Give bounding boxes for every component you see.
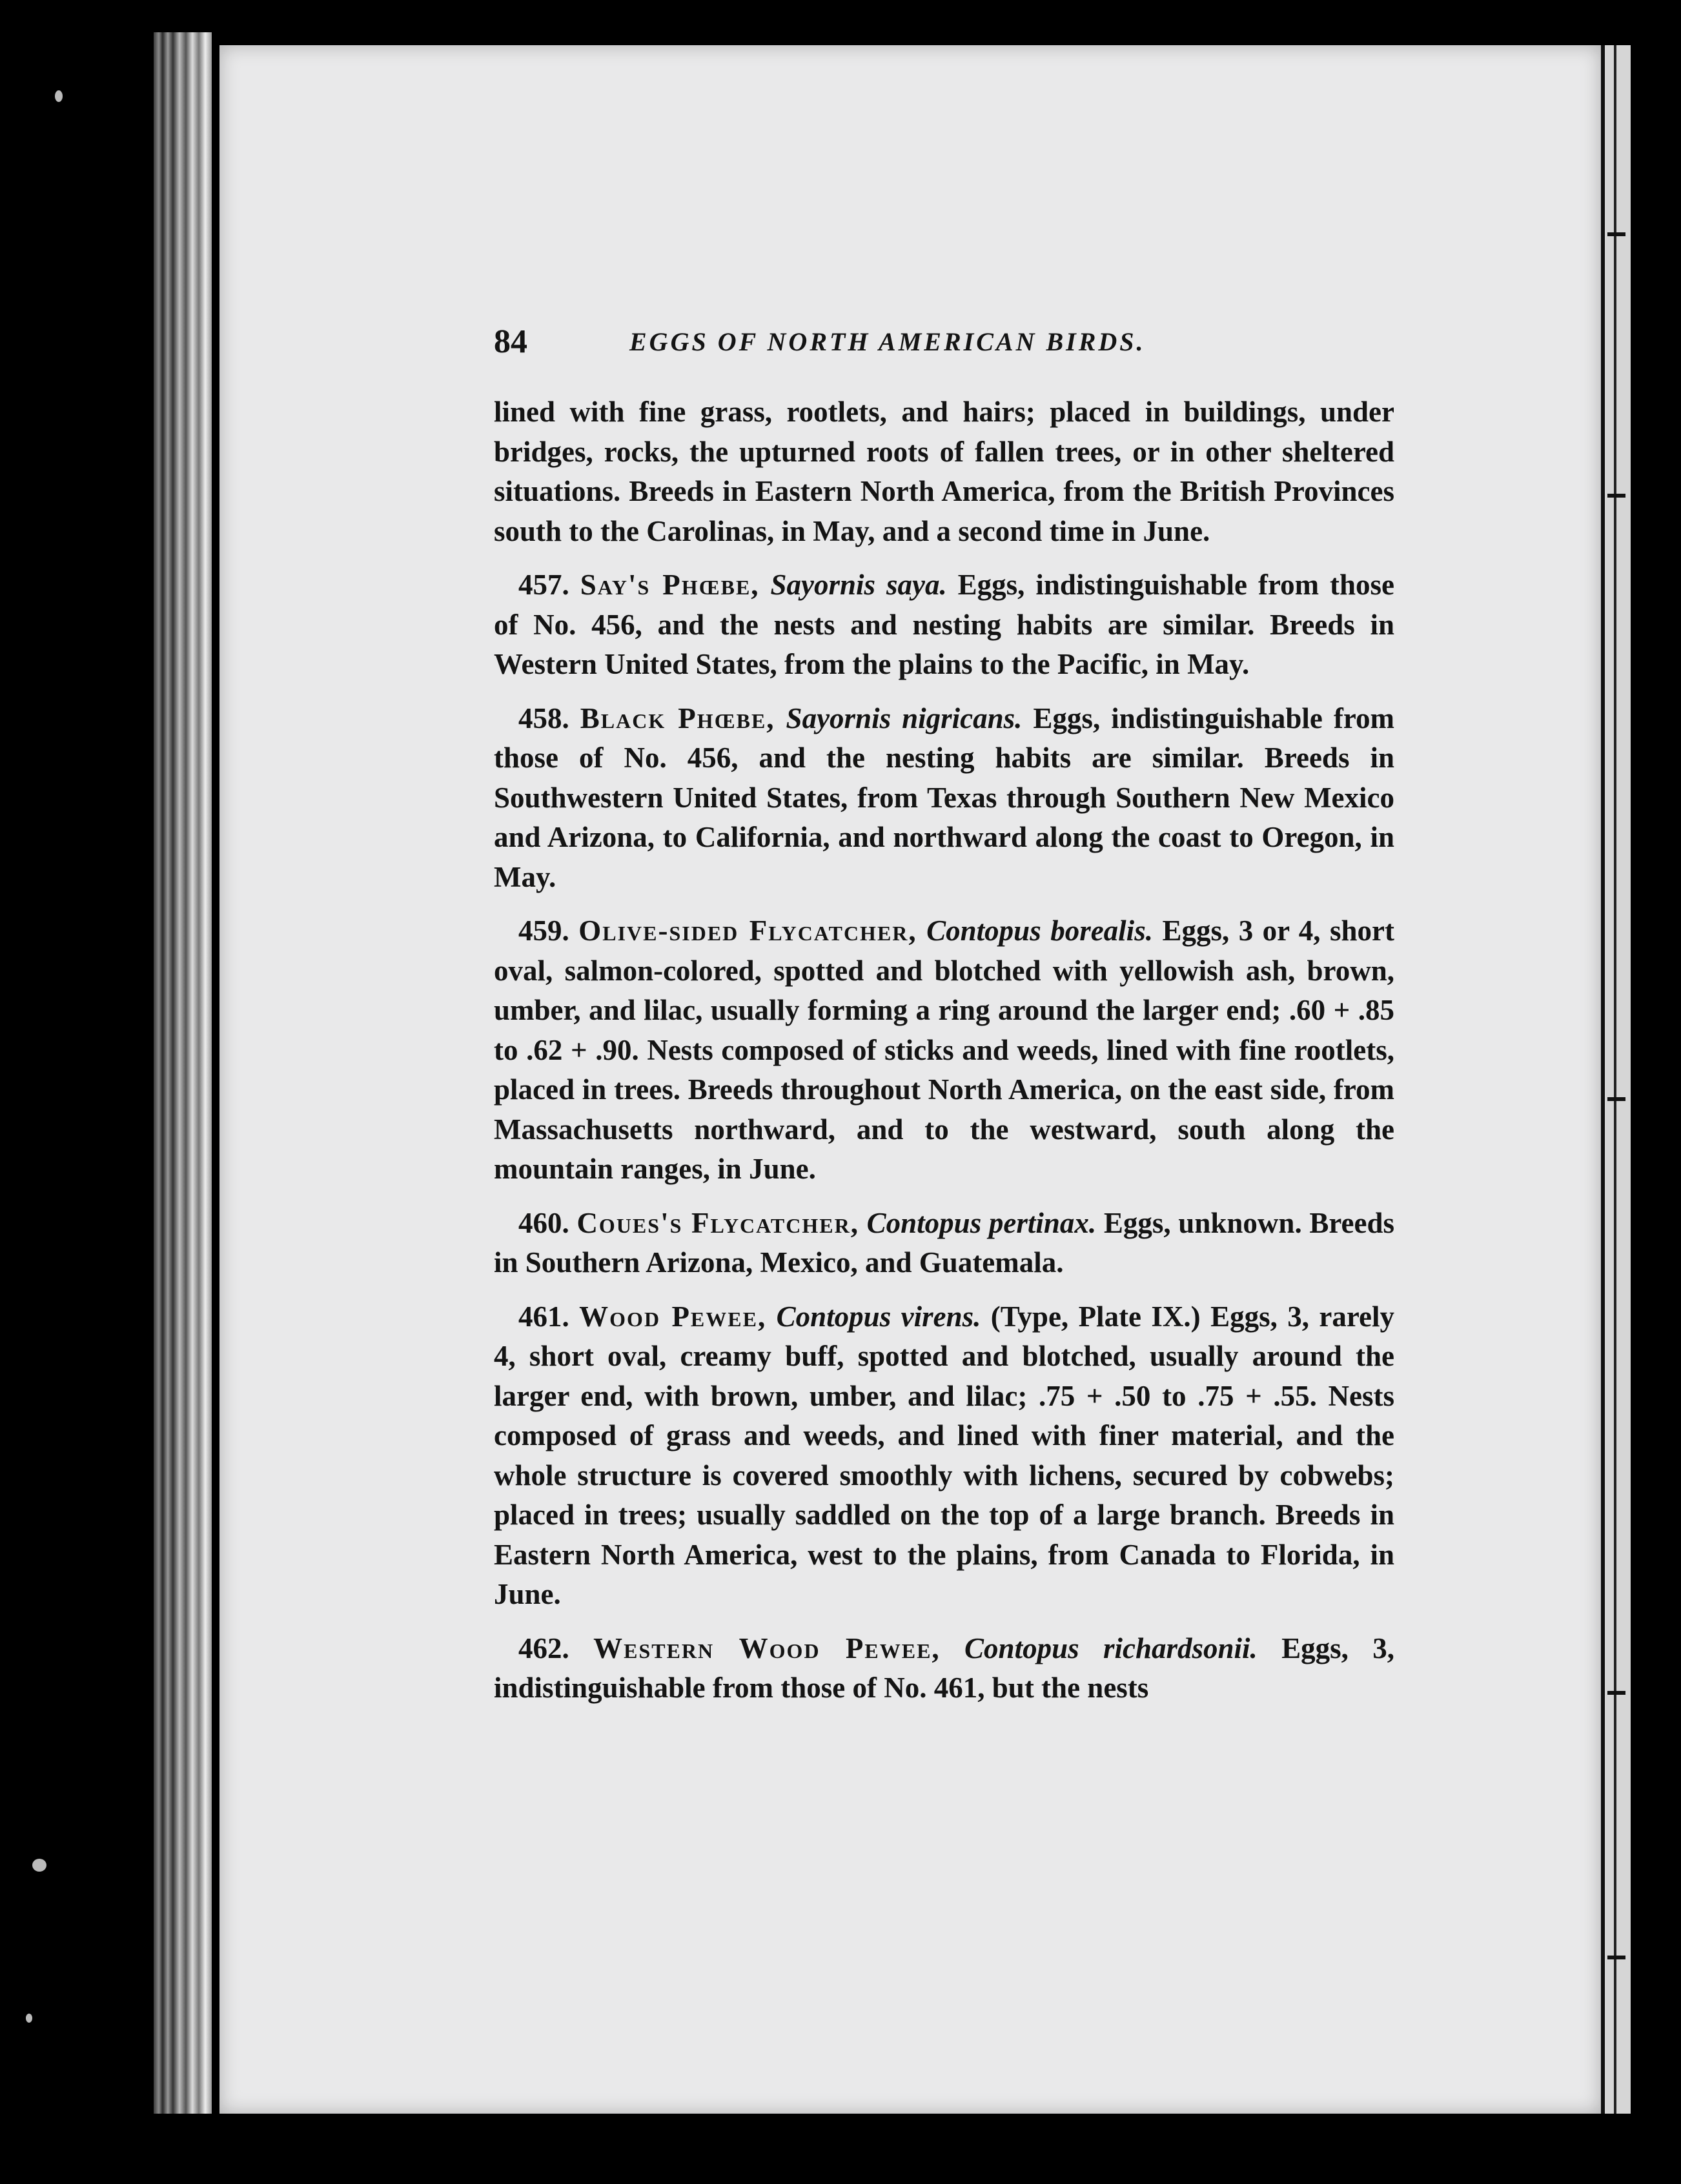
scientific-name: Contopus virens. xyxy=(776,1300,981,1333)
entry-text: Eggs, unknown. Breeds in Southern Arizona, Mexico, and Guatemala. xyxy=(494,1206,1395,1279)
dust-speck xyxy=(32,1859,46,1872)
common-name: Wood Pewee, xyxy=(579,1300,767,1333)
entry-460 xyxy=(494,1204,1394,1283)
edge-mark xyxy=(1607,1956,1625,1959)
dust-speck xyxy=(26,2014,32,2023)
entry-number: 459. xyxy=(518,915,569,947)
common-name: Say's Phœbe, xyxy=(580,569,760,601)
entry-text: (Type, Plate IX.) Eggs, 3, rarely 4, short oval, creamy buff, spotted and blotched, usually around the larger end, with brown, umber, and lilac; .75 + .50 to .75 + .55. Nests composed of grass and weeds, and lined with finer material, and the whole structure is covered smoothly with lichens, secured by cobwebs; placed in trees; usually saddled on the top of a large branch. Breeds in Eastern North America, west to the plains, from Canada to Florida, in June. xyxy=(494,1300,1394,1610)
entry-text: Eggs, 3 or 4, short oval, salmon-colored, spotted and blotched with yellowish ash, brown, umber, and lilac, usually forming a ring around the larger end; .60 + .85 to .62 + .90. Nests composed of sticks and weeds, lined with fine rootlets, placed in trees. Breeds throughout North America, on the east side, from Massachusetts northward, and to the westward, south along the mountain ranges, in June. xyxy=(494,915,1395,1185)
entry-461 xyxy=(494,1297,1394,1615)
entry-number: 461. xyxy=(518,1300,569,1333)
entry-number: 458. xyxy=(518,702,569,734)
page-gutter-line xyxy=(1614,45,1616,2175)
entry-457 xyxy=(494,565,1394,685)
scientific-name: Contopus richardsonii. xyxy=(964,1632,1258,1664)
entry-number: 460. xyxy=(518,1206,569,1239)
running-title: EGGS OF NORTH AMERICAN BIRDS. xyxy=(629,327,1146,356)
edge-mark xyxy=(1607,494,1625,498)
book-spine-edge xyxy=(154,32,212,2130)
entry-text: Eggs, indistinguishable from those of No. 456, and the nests and nesting habits are similar. Breeds in Western United States, from the plains to the Pacific, in May. xyxy=(494,569,1395,680)
entry-458 xyxy=(494,699,1394,898)
edge-mark xyxy=(1607,1097,1625,1101)
entry-459 xyxy=(494,911,1394,1189)
dust-speck xyxy=(55,90,63,102)
common-name: Black Phœbe, xyxy=(580,702,775,734)
scientific-name: Contopus pertinax. xyxy=(866,1206,1097,1239)
entry-text: Eggs, indistinguishable from those of No. 456, and the nesting habits are similar. Breeds in Southwestern United States, from Texas through Southern New Mexico and Arizona, to California, and northward along the coast to Oregon, in May. xyxy=(494,702,1394,893)
running-head xyxy=(494,323,1394,368)
page-number: 84 xyxy=(494,323,527,360)
entry-462 xyxy=(494,1629,1394,1708)
bottom-shadow xyxy=(154,2114,1638,2184)
common-name: Olive-sided Flycatcher, xyxy=(578,915,917,947)
common-name: Western Wood Pewee, xyxy=(593,1632,941,1664)
scientific-name: Sayornis nigricans. xyxy=(786,702,1023,734)
common-name: Coues's Flycatcher, xyxy=(576,1206,859,1239)
entry-text: Eggs, 3, indistinguishable from those of No. 461, but the nests xyxy=(494,1632,1394,1704)
entry-number: 462. xyxy=(518,1632,569,1664)
edge-mark xyxy=(1607,232,1625,236)
edge-mark xyxy=(1607,1691,1625,1695)
continuation-paragraph: lined with fine grass, rootlets, and hairs; placed in buildings, under bridges, rocks, the upturned roots of fallen trees, or in other sheltered situations. Breeds in Eastern North America, from the British Provinces south to the Carolinas, in May, and a second time in June. xyxy=(494,396,1394,547)
scientific-name: Sayornis saya. xyxy=(770,569,947,601)
page-text xyxy=(494,323,1394,1723)
scientific-name: Contopus borealis. xyxy=(926,915,1153,947)
entry-number: 457. xyxy=(518,569,569,601)
